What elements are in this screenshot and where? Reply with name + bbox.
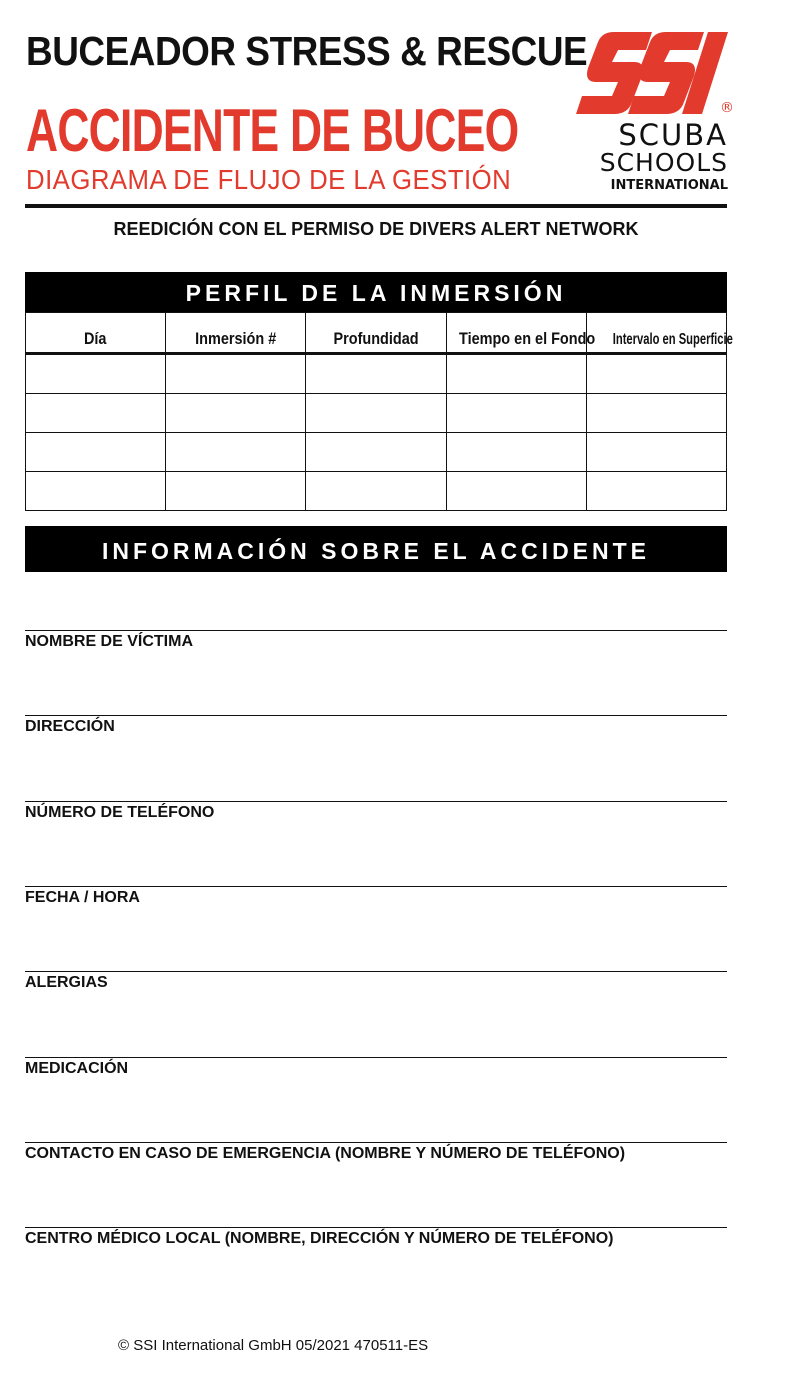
dive-profile-table	[25, 312, 733, 511]
table-cell[interactable]	[446, 394, 586, 433]
reprint-note: REEDICIÓN CON EL PERMISO DE DIVERS ALERT NETWORK	[113, 219, 639, 239]
emergency-contact-field[interactable]	[25, 1142, 727, 1163]
table-cell[interactable]	[446, 472, 586, 511]
medication-field[interactable]	[25, 1057, 727, 1078]
field-label: NÚMERO DE TELÉFONO	[25, 804, 215, 821]
table-row	[26, 354, 727, 394]
phone-number-field[interactable]	[25, 801, 727, 822]
table-row	[26, 472, 727, 511]
victim-name-field[interactable]	[25, 630, 727, 651]
column-header-bottom-time: Tiempo en el Fondo	[446, 313, 586, 354]
table-cell[interactable]	[446, 433, 586, 472]
course-title: BUCEADOR STRESS & RESCUE	[26, 28, 588, 74]
logo-line-international: INTERNATIONAL	[610, 178, 728, 193]
table-cell[interactable]	[586, 354, 726, 394]
local-medical-center-field[interactable]	[25, 1227, 727, 1248]
table-cell[interactable]	[586, 394, 726, 433]
address-field[interactable]	[25, 715, 727, 736]
table-cell[interactable]	[306, 354, 446, 394]
table-cell[interactable]	[306, 433, 446, 472]
table-cell[interactable]	[26, 472, 166, 511]
subtitle: DIAGRAMA DE FLUJO DE LA GESTIÓN	[26, 164, 512, 195]
ssi-logo-mark	[574, 30, 734, 116]
field-label: CENTRO MÉDICO LOCAL (NOMBRE, DIRECCIÓN Y NÚMERO DE TELÉFONO)	[25, 1230, 614, 1247]
table-cell[interactable]	[26, 394, 166, 433]
table-cell[interactable]	[166, 394, 306, 433]
copyright-footer: © SSI International GmbH 05/2021 470511-ES	[118, 1337, 429, 1354]
allergies-field[interactable]	[25, 971, 727, 992]
table-cell[interactable]	[26, 433, 166, 472]
field-label: ALERGIAS	[25, 974, 108, 991]
table-row	[26, 433, 727, 472]
field-label: MEDICACIÓN	[25, 1060, 129, 1077]
table-cell[interactable]	[166, 354, 306, 394]
main-title: ACCIDENTE DE BUCEO	[26, 97, 519, 164]
table-cell[interactable]	[166, 472, 306, 511]
column-header-dive-number: Inmersión #	[166, 313, 306, 354]
field-label: NOMBRE DE VÍCTIMA	[25, 633, 193, 650]
field-label: DIRECCIÓN	[25, 718, 115, 735]
header-divider	[25, 204, 727, 208]
table-cell[interactable]	[306, 394, 446, 433]
logo-line-scuba: SCUBA	[618, 118, 728, 152]
table-row	[26, 394, 727, 433]
registered-mark: ®	[720, 100, 734, 116]
field-label: FECHA / HORA	[25, 889, 140, 906]
column-header-day: Día	[26, 313, 166, 354]
dive-profile-heading: PERFIL DE LA INMERSIÓN	[25, 272, 727, 312]
date-time-field[interactable]	[25, 886, 727, 907]
table-cell[interactable]	[586, 472, 726, 511]
table-cell[interactable]	[446, 354, 586, 394]
column-header-surface-interval: Intervalo en Superficie	[586, 313, 726, 354]
dive-profile-header-row	[26, 313, 727, 354]
ssi-logo	[574, 30, 734, 195]
column-header-depth: Profundidad	[306, 313, 446, 354]
table-cell[interactable]	[26, 354, 166, 394]
table-cell[interactable]	[166, 433, 306, 472]
table-cell[interactable]	[306, 472, 446, 511]
accident-info-heading: INFORMACIÓN SOBRE EL ACCIDENTE	[25, 526, 727, 572]
table-cell[interactable]	[586, 433, 726, 472]
logo-line-schools: SCHOOLS	[599, 148, 728, 177]
field-label: CONTACTO EN CASO DE EMERGENCIA (NOMBRE Y NÚMERO DE TELÉFONO)	[25, 1145, 626, 1162]
